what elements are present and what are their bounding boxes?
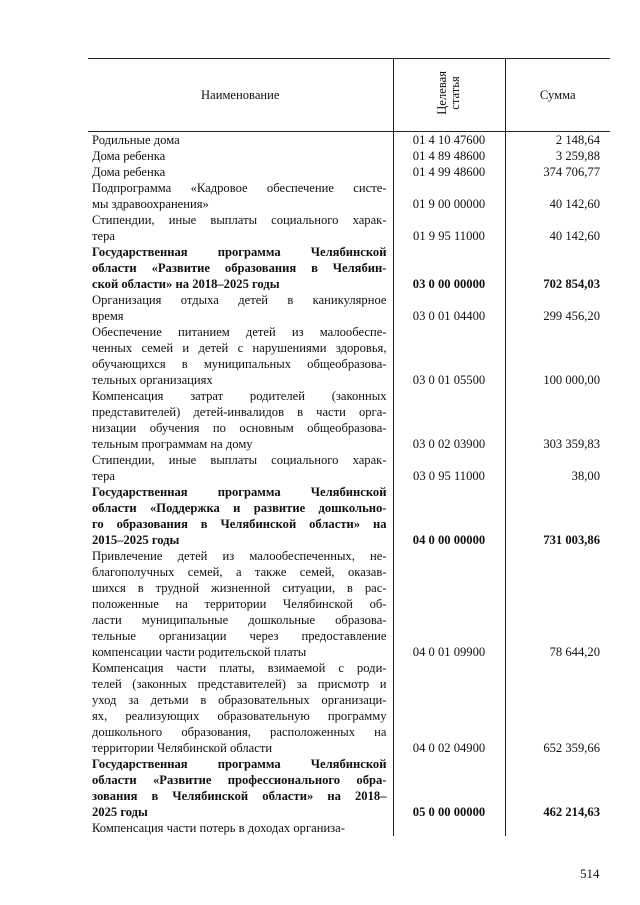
row-name bbox=[88, 660, 393, 756]
table-row bbox=[88, 180, 610, 212]
row-name-line: 2025 годы bbox=[92, 805, 148, 819]
table-row bbox=[88, 292, 610, 324]
header-sum: Сумма bbox=[505, 59, 610, 132]
row-name-line: телей (законных представителей) за присмотр и bbox=[92, 677, 387, 691]
table-row bbox=[88, 388, 610, 452]
row-name-line: уход за детьми в образовательных организаци- bbox=[92, 693, 387, 707]
row-name-line: территории Челябинской области bbox=[92, 741, 273, 755]
row-name-line: ской области» на 2018–2025 годы bbox=[92, 277, 280, 291]
table-row bbox=[88, 164, 610, 180]
row-name-line: ченных семей и детей с нарушениями здоровья, bbox=[92, 341, 387, 355]
row-amount: 374 706,77 bbox=[543, 165, 600, 179]
row-name-line: зования в Челябинской области» на 2018– bbox=[92, 789, 387, 803]
row-code: 04 0 01 09900 bbox=[393, 548, 505, 660]
row-code: 04 0 02 04900 bbox=[393, 660, 505, 756]
row-code: 01 4 89 48600 bbox=[393, 148, 505, 164]
row-name bbox=[88, 484, 393, 548]
row-name-line: Обеспечение питанием детей из малообеспе- bbox=[92, 325, 387, 339]
row-name-line: тера bbox=[92, 469, 115, 483]
row-name bbox=[88, 148, 393, 164]
row-code: 01 4 10 47600 bbox=[393, 132, 505, 149]
table-row bbox=[88, 452, 610, 484]
row-name-line: время bbox=[92, 309, 124, 323]
row-code: 01 4 99 48600 bbox=[393, 164, 505, 180]
header-code-line2: статья bbox=[448, 76, 462, 110]
row-name-line: Стипендии, иные выплаты социального харак- bbox=[92, 213, 387, 227]
row-code: 01 9 95 11000 bbox=[393, 212, 505, 244]
row-name-line: Родильные дома bbox=[92, 133, 180, 147]
row-code: 01 9 00 00000 bbox=[393, 180, 505, 212]
row-name-line: Организация отдыха детей в каникулярное bbox=[92, 293, 387, 307]
row-amount: 303 359,83 bbox=[543, 437, 600, 451]
table-header-row bbox=[88, 59, 610, 132]
row-amount: 100 000,00 bbox=[543, 373, 600, 387]
row-amount: 731 003,86 bbox=[543, 533, 600, 547]
row-amount: 462 214,63 bbox=[543, 805, 600, 819]
row-code: 05 0 00 00000 bbox=[393, 756, 505, 820]
row-name-line: Компенсация части потерь в доходах организа- bbox=[92, 821, 345, 835]
row-code: 03 0 95 11000 bbox=[393, 452, 505, 484]
row-code: 03 0 01 04400 bbox=[393, 292, 505, 324]
row-name-line: тельным программам на дому bbox=[92, 437, 253, 451]
row-name-line: тельных организациях bbox=[92, 373, 213, 387]
row-name-line: Компенсация затрат родителей (законных bbox=[92, 389, 387, 403]
row-name-line: 2015–2025 годы bbox=[92, 533, 180, 547]
row-name-line: мы здравоохранения» bbox=[92, 197, 209, 211]
row-name-line: го образования в Челябинской области» на bbox=[92, 517, 387, 531]
table-row bbox=[88, 548, 610, 660]
budget-table bbox=[88, 58, 610, 836]
header-code-line1: Целевая bbox=[435, 71, 449, 115]
table-row bbox=[88, 244, 610, 292]
row-name-line: области «Поддержка и развитие дошкольно- bbox=[92, 501, 387, 515]
row-code: 03 0 02 03900 bbox=[393, 388, 505, 452]
table-row bbox=[88, 132, 610, 149]
table-body bbox=[88, 132, 610, 837]
row-name bbox=[88, 212, 393, 244]
row-name-line: компенсации части родительской платы bbox=[92, 645, 307, 659]
header-code-text bbox=[436, 71, 462, 115]
row-amount: 299 456,20 bbox=[543, 309, 600, 323]
row-name-line: низации обучения по основным общеобразова- bbox=[92, 421, 387, 435]
table-row bbox=[88, 212, 610, 244]
row-amount: 702 854,03 bbox=[543, 277, 600, 291]
row-name-line: шихся в трудной жизненной ситуации, в рас- bbox=[92, 581, 387, 595]
row-amount: 2 148,64 bbox=[555, 133, 600, 147]
row-code: 04 0 00 00000 bbox=[393, 484, 505, 548]
row-code: 03 0 00 00000 bbox=[393, 244, 505, 292]
table-row bbox=[88, 756, 610, 820]
row-name-line: Государственная программа Челябинской bbox=[92, 485, 387, 499]
row-name bbox=[88, 324, 393, 388]
row-name-line: благополучных семей, а также семей, оказав- bbox=[92, 565, 387, 579]
page-number: 514 bbox=[580, 866, 600, 881]
row-amount bbox=[505, 820, 610, 836]
row-amount: 40 142,60 bbox=[549, 197, 600, 211]
row-name bbox=[88, 388, 393, 452]
header-code bbox=[393, 59, 505, 132]
row-name bbox=[88, 452, 393, 484]
row-code bbox=[393, 820, 505, 836]
row-name-line: представителей) детей-инвалидов в части орга- bbox=[92, 405, 387, 419]
row-amount: 652 359,66 bbox=[543, 741, 600, 755]
row-name-line: Государственная программа Челябинской bbox=[92, 757, 387, 771]
row-name-line: области «Развитие образования в Челябин- bbox=[92, 261, 387, 275]
row-name bbox=[88, 180, 393, 212]
row-name-line: Государственная программа Челябинской bbox=[92, 245, 387, 259]
table-row bbox=[88, 660, 610, 756]
row-name-line: положенные на территории Челябинской об- bbox=[92, 597, 387, 611]
row-name-line: тера bbox=[92, 229, 115, 243]
row-name-line: Компенсация части платы, взимаемой с роди- bbox=[92, 661, 387, 675]
row-name bbox=[88, 132, 393, 149]
row-name-line: ласти муниципальные дошкольные образова- bbox=[92, 613, 387, 627]
row-amount: 38,00 bbox=[571, 469, 600, 483]
row-name-line: Дома ребенка bbox=[92, 165, 166, 179]
row-name bbox=[88, 292, 393, 324]
table-row bbox=[88, 148, 610, 164]
table-row bbox=[88, 820, 610, 836]
row-name bbox=[88, 164, 393, 180]
row-name-line: области «Развитие профессионального обра- bbox=[92, 773, 387, 787]
row-amount: 3 259,88 bbox=[555, 149, 600, 163]
row-code: 03 0 01 05500 bbox=[393, 324, 505, 388]
row-name bbox=[88, 756, 393, 820]
row-name-line: ях, реализующих образовательную программу bbox=[92, 709, 387, 723]
row-name bbox=[88, 820, 393, 836]
row-name bbox=[88, 244, 393, 292]
row-name-line: Подпрограмма «Кадровое обеспечение систе- bbox=[92, 181, 387, 195]
row-name-line: тельные организации через предоставление bbox=[92, 629, 387, 643]
row-name-line: дошкольного образования, расположенных на bbox=[92, 725, 387, 739]
table-row bbox=[88, 484, 610, 548]
row-name-line: Привлечение детей из малообеспеченных, не- bbox=[92, 549, 387, 563]
row-amount: 78 644,20 bbox=[549, 645, 600, 659]
row-name-line: обучающихся в муниципальных общеобразова- bbox=[92, 357, 387, 371]
row-name bbox=[88, 548, 393, 660]
header-name: Наименование bbox=[88, 59, 393, 132]
row-name-line: Стипендии, иные выплаты социального харак- bbox=[92, 453, 387, 467]
table-row bbox=[88, 324, 610, 388]
row-name-line: Дома ребенка bbox=[92, 149, 166, 163]
row-amount: 40 142,60 bbox=[549, 229, 600, 243]
